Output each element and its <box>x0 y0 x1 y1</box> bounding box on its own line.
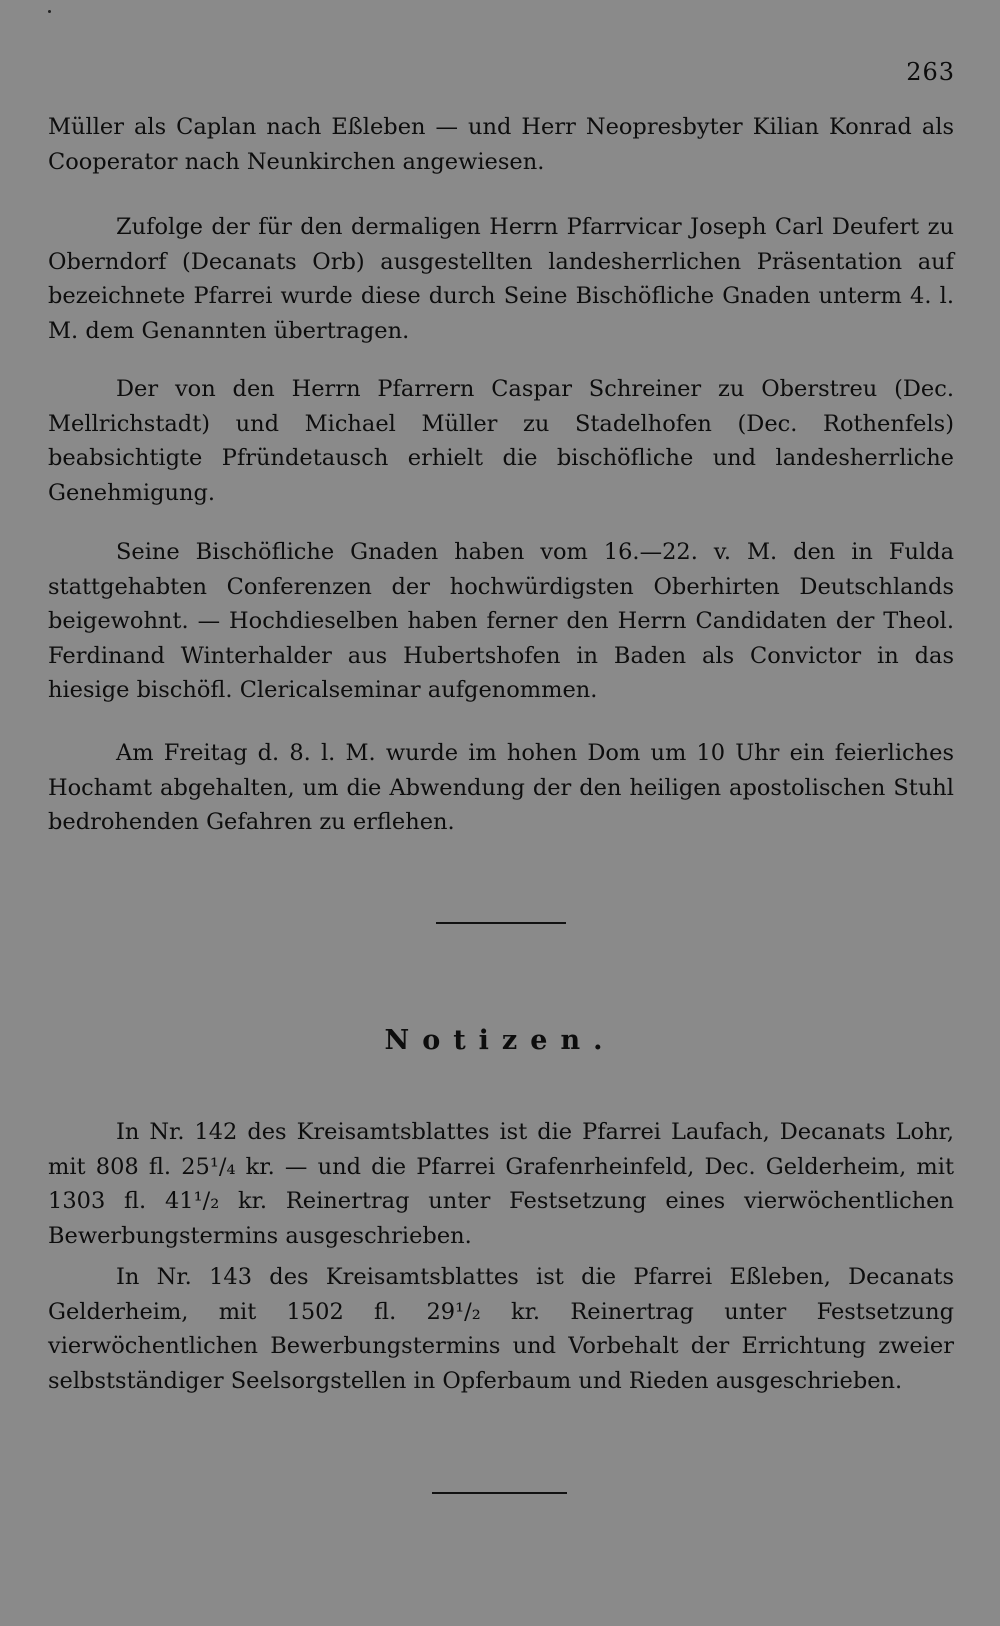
stray-ink-mark <box>48 10 51 13</box>
page-number: 263 <box>906 58 955 86</box>
paragraph-benefice-exchange: Der von den Herrn Pfarrern Caspar Schreiner zu Oberstreu (Dec. Mellrichstadt) und Michael Müller zu Stadelhofen (Dec. Rothenfels) beabsichtigte Pfründetausch erhielt die bischöfliche und landesherrliche Genehmigung. <box>48 376 954 506</box>
section-divider-rule <box>436 922 566 924</box>
section-heading: Notizen. <box>384 1025 616 1056</box>
paragraph-presentation: Zufolge der für den dermaligen Herrn Pfarrvicar Joseph Carl Deufert zu Oberndorf (Decanats Orb) ausgestellten landesherrlichen Präsentation auf bezeichnete Pfarrei wurde diese durch Seine Bischöfliche Gnaden unterm 4. l. M. dem Genannten übertragen. <box>48 214 954 344</box>
paragraph-conference: Seine Bischöfliche Gnaden haben vom 16.—22. v. M. den in Fulda stattgehabten Conferenzen der hochwürdigsten Oberhirten Deutschlands beigewohnt. — Hochdieselben haben ferner den Herrn Candidaten der Theol. Ferdinand Winterhalder aus Hubertshofen in Baden als Convictor in das hiesige bischöfl. Clericalseminar aufgenommen. <box>48 539 954 703</box>
notice-nr-142: In Nr. 142 des Kreisamtsblattes ist die Pfarrei Laufach, Decanats Lohr, mit 808 fl. 25¹/₄ kr. — und die Pfarrei Grafenrheinfeld, Dec. Gelderheim, mit 1303 fl. 41¹/₂ kr. Reinertrag unter Festsetzung eines vierwöchentlichen Bewerbungstermins ausgeschrieben. <box>48 1119 954 1249</box>
paragraph-high-mass: Am Freitag d. 8. l. M. wurde im hohen Dom um 10 Uhr ein feierliches Hochamt abgehalten, um die Abwendung der den heiligen apostolischen Stuhl bedrohenden Gefahren zu erflehen. <box>48 740 954 835</box>
notice-nr-143: In Nr. 143 des Kreisamtsblattes ist die Pfarrei Eßleben, Decanats Gelderheim, mit 1502 fl. 29¹/₂ kr. Reinertrag unter Festsetzung vierwöchentlichen Bewerbungstermins und Vorbehalt der Errichtung zweier selbstständiger Seelsorgstellen in Opferbaum und Rieden ausgeschrieben. <box>48 1264 954 1394</box>
paragraph-appointments: Müller als Caplan nach Eßleben — und Herr Neopresbyter Kilian Konrad als Cooperator nach Neunkirchen angewiesen. <box>48 114 954 175</box>
closing-rule <box>432 1492 567 1494</box>
